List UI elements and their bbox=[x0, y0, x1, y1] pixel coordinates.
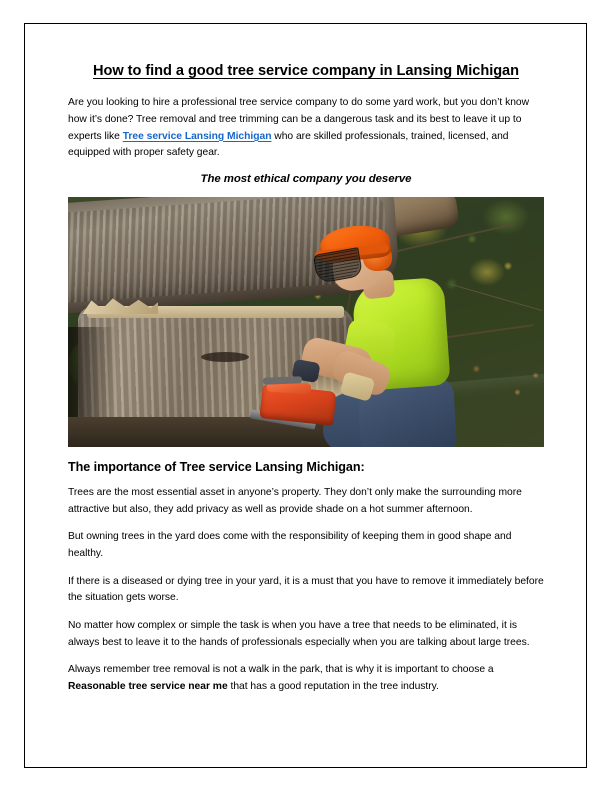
page-title-text: How to find a good tree service company in Lansing Michigan bbox=[92, 63, 519, 79]
body-paragraph-1: Trees are the most essential asset in anyone’s property. They don’t only make the surrounding more attractive but also, they add privacy as well as provide shade on a hot summer afternoon. bbox=[68, 486, 522, 515]
reasonable-tree-service-phrase: Reasonable tree service near me bbox=[68, 680, 228, 692]
tree-service-link[interactable]: Tree service Lansing Michigan bbox=[122, 130, 272, 142]
section-heading: The importance of Tree service Lansing Michigan: bbox=[68, 459, 365, 474]
document-content bbox=[68, 62, 544, 707]
subtitle: The most ethical company you deserve bbox=[200, 172, 412, 185]
body-paragraph-2: But owning trees in the yard does come with the responsibility of keeping them in good shape and healthy. bbox=[68, 531, 512, 559]
closing-text-part2: that has a good reputation in the tree industry. bbox=[227, 680, 439, 692]
intro-text-part1: Are you looking to hire a professional tree service company to do some yard work, but you don’t know how it’s done? Tree removal and tree trimming can be a dangerous task and its best to leave it up to experts like bbox=[68, 97, 530, 142]
closing-paragraph bbox=[68, 662, 544, 695]
article-photo bbox=[68, 197, 544, 447]
page-title bbox=[68, 62, 544, 80]
body-paragraph-3: If there is a diseased or dying tree in your yard, it is a must that you have to remove it immediately before the situation gets worse. bbox=[68, 575, 544, 604]
photo-stump-hollow bbox=[201, 352, 249, 362]
body-paragraph-4: No matter how complex or simple the task is when you have a tree that needs to be eliminated, it is always best to leave it to the hands of professionals especially when you are talking about large trees. bbox=[68, 619, 530, 648]
closing-text-part1: Always remember tree removal is not a walk in the park, that is why it is important to choose a bbox=[68, 664, 494, 676]
intro-text-part2: who are skilled professionals, trained, licensed, and equipped with proper safety gear. bbox=[68, 130, 509, 159]
photo-worker bbox=[258, 222, 477, 447]
intro-paragraph bbox=[68, 95, 544, 162]
